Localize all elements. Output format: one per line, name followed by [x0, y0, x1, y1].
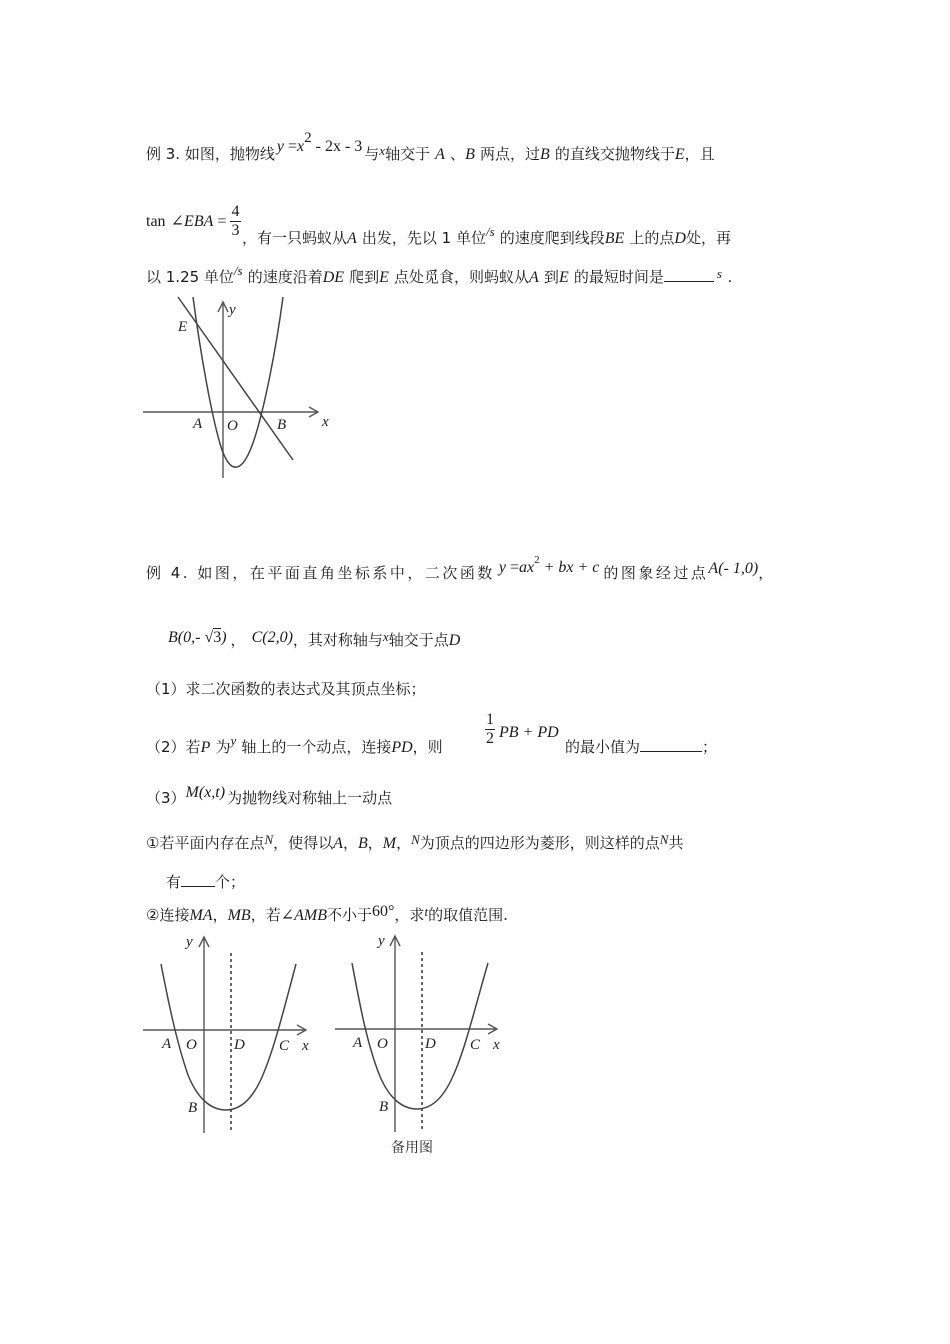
- x-axis-arrow-icon: [488, 1024, 497, 1034]
- question-3-2: ②连接MA，MB，若∠AMB不小于60°，求$^t$的取值范围.: [146, 903, 508, 924]
- fraction-1-2: $\frac{1}{2}$: [486, 711, 494, 747]
- example4-line2: B(0,- √3) ， C(2,0)，其对称轴与$^x$轴交于点D: [168, 629, 461, 649]
- label-A: A: [353, 1035, 363, 1051]
- y-axis-arrow-icon: [218, 302, 228, 312]
- label-x: x: [302, 1038, 309, 1054]
- example4-equation: $y =ax^2$ + bx + c: [498, 554, 600, 576]
- parabola-curve: [193, 297, 283, 467]
- label-B: B: [379, 1099, 389, 1115]
- example3-line1: 例 3. 如图，抛物线 y =x2 - 2x - 3 与$^x$轴交于 A 、B 两点，过B 的直线交抛物线于E，且: [146, 130, 715, 163]
- label-O: O: [186, 1037, 197, 1053]
- answer-blank-time[interactable]: [664, 267, 714, 282]
- example4-backup-figure: [335, 933, 500, 1156]
- label-y: y: [186, 934, 193, 950]
- label-y: y: [229, 302, 236, 318]
- label-D: D: [234, 1037, 245, 1053]
- label-y: y: [378, 933, 385, 949]
- y-axis-arrow-icon: [390, 936, 400, 946]
- line-BE: [178, 297, 293, 460]
- answer-blank-count[interactable]: [181, 872, 215, 887]
- example4-line1: 例 4. 如图，在平面直角坐标系中，二次函数 $y =ax^2$ + bx + c 的图象经过点A(- 1,0)，: [146, 554, 774, 582]
- parabola-curve: [352, 963, 488, 1109]
- label-E: E: [178, 319, 188, 335]
- example4-main-figure: [143, 934, 309, 1133]
- x-axis-arrow-icon: [309, 407, 318, 417]
- question-1: （1）求二次函数的表达式及其顶点坐标；: [146, 680, 426, 698]
- label-B: B: [277, 417, 287, 433]
- question-3-1: ①若平面内存在点$^N$，使得以A，B，M，$^N$为顶点的四边形为菱形，则这样的点$^N$共: [146, 832, 684, 852]
- label-A: A: [193, 416, 203, 432]
- label-O: O: [377, 1036, 388, 1052]
- label-x: x: [322, 414, 329, 430]
- label-C: C: [279, 1038, 290, 1054]
- label-x: x: [493, 1037, 500, 1053]
- example3-line3: 以 1.25 单位$^{/s}$ 的速度沿着DE 爬到E 点处觅食，则蚂蚁从A 到E 的最短时间是 $^s$ .: [146, 263, 732, 286]
- label-O: O: [227, 418, 238, 434]
- label-A: A: [162, 1036, 172, 1052]
- label-B: B: [188, 1100, 198, 1116]
- example3-equation: y =x2 - 2x - 3: [276, 130, 363, 155]
- question-3: （3）M(x,t) 为抛物线对称轴上一动点: [146, 784, 393, 807]
- fraction-4-3: $\frac{4}{3}$: [231, 203, 240, 239]
- x-axis-arrow-icon: [297, 1025, 306, 1035]
- sqrt-3: √3: [204, 629, 222, 646]
- parabola-curve: [161, 964, 296, 1110]
- backup-figure-caption: 备用图: [391, 1140, 433, 1156]
- y-axis-arrow-icon: [199, 937, 209, 947]
- example3-prefix: 例 3. 如图，抛物线: [146, 145, 275, 163]
- label-D: D: [425, 1036, 436, 1052]
- question-3-1-line2: 有 个；: [166, 873, 246, 891]
- label-C: C: [470, 1037, 481, 1053]
- tan-expression: tan ∠EBA =: [146, 213, 227, 230]
- answer-blank-min-value[interactable]: [640, 737, 702, 752]
